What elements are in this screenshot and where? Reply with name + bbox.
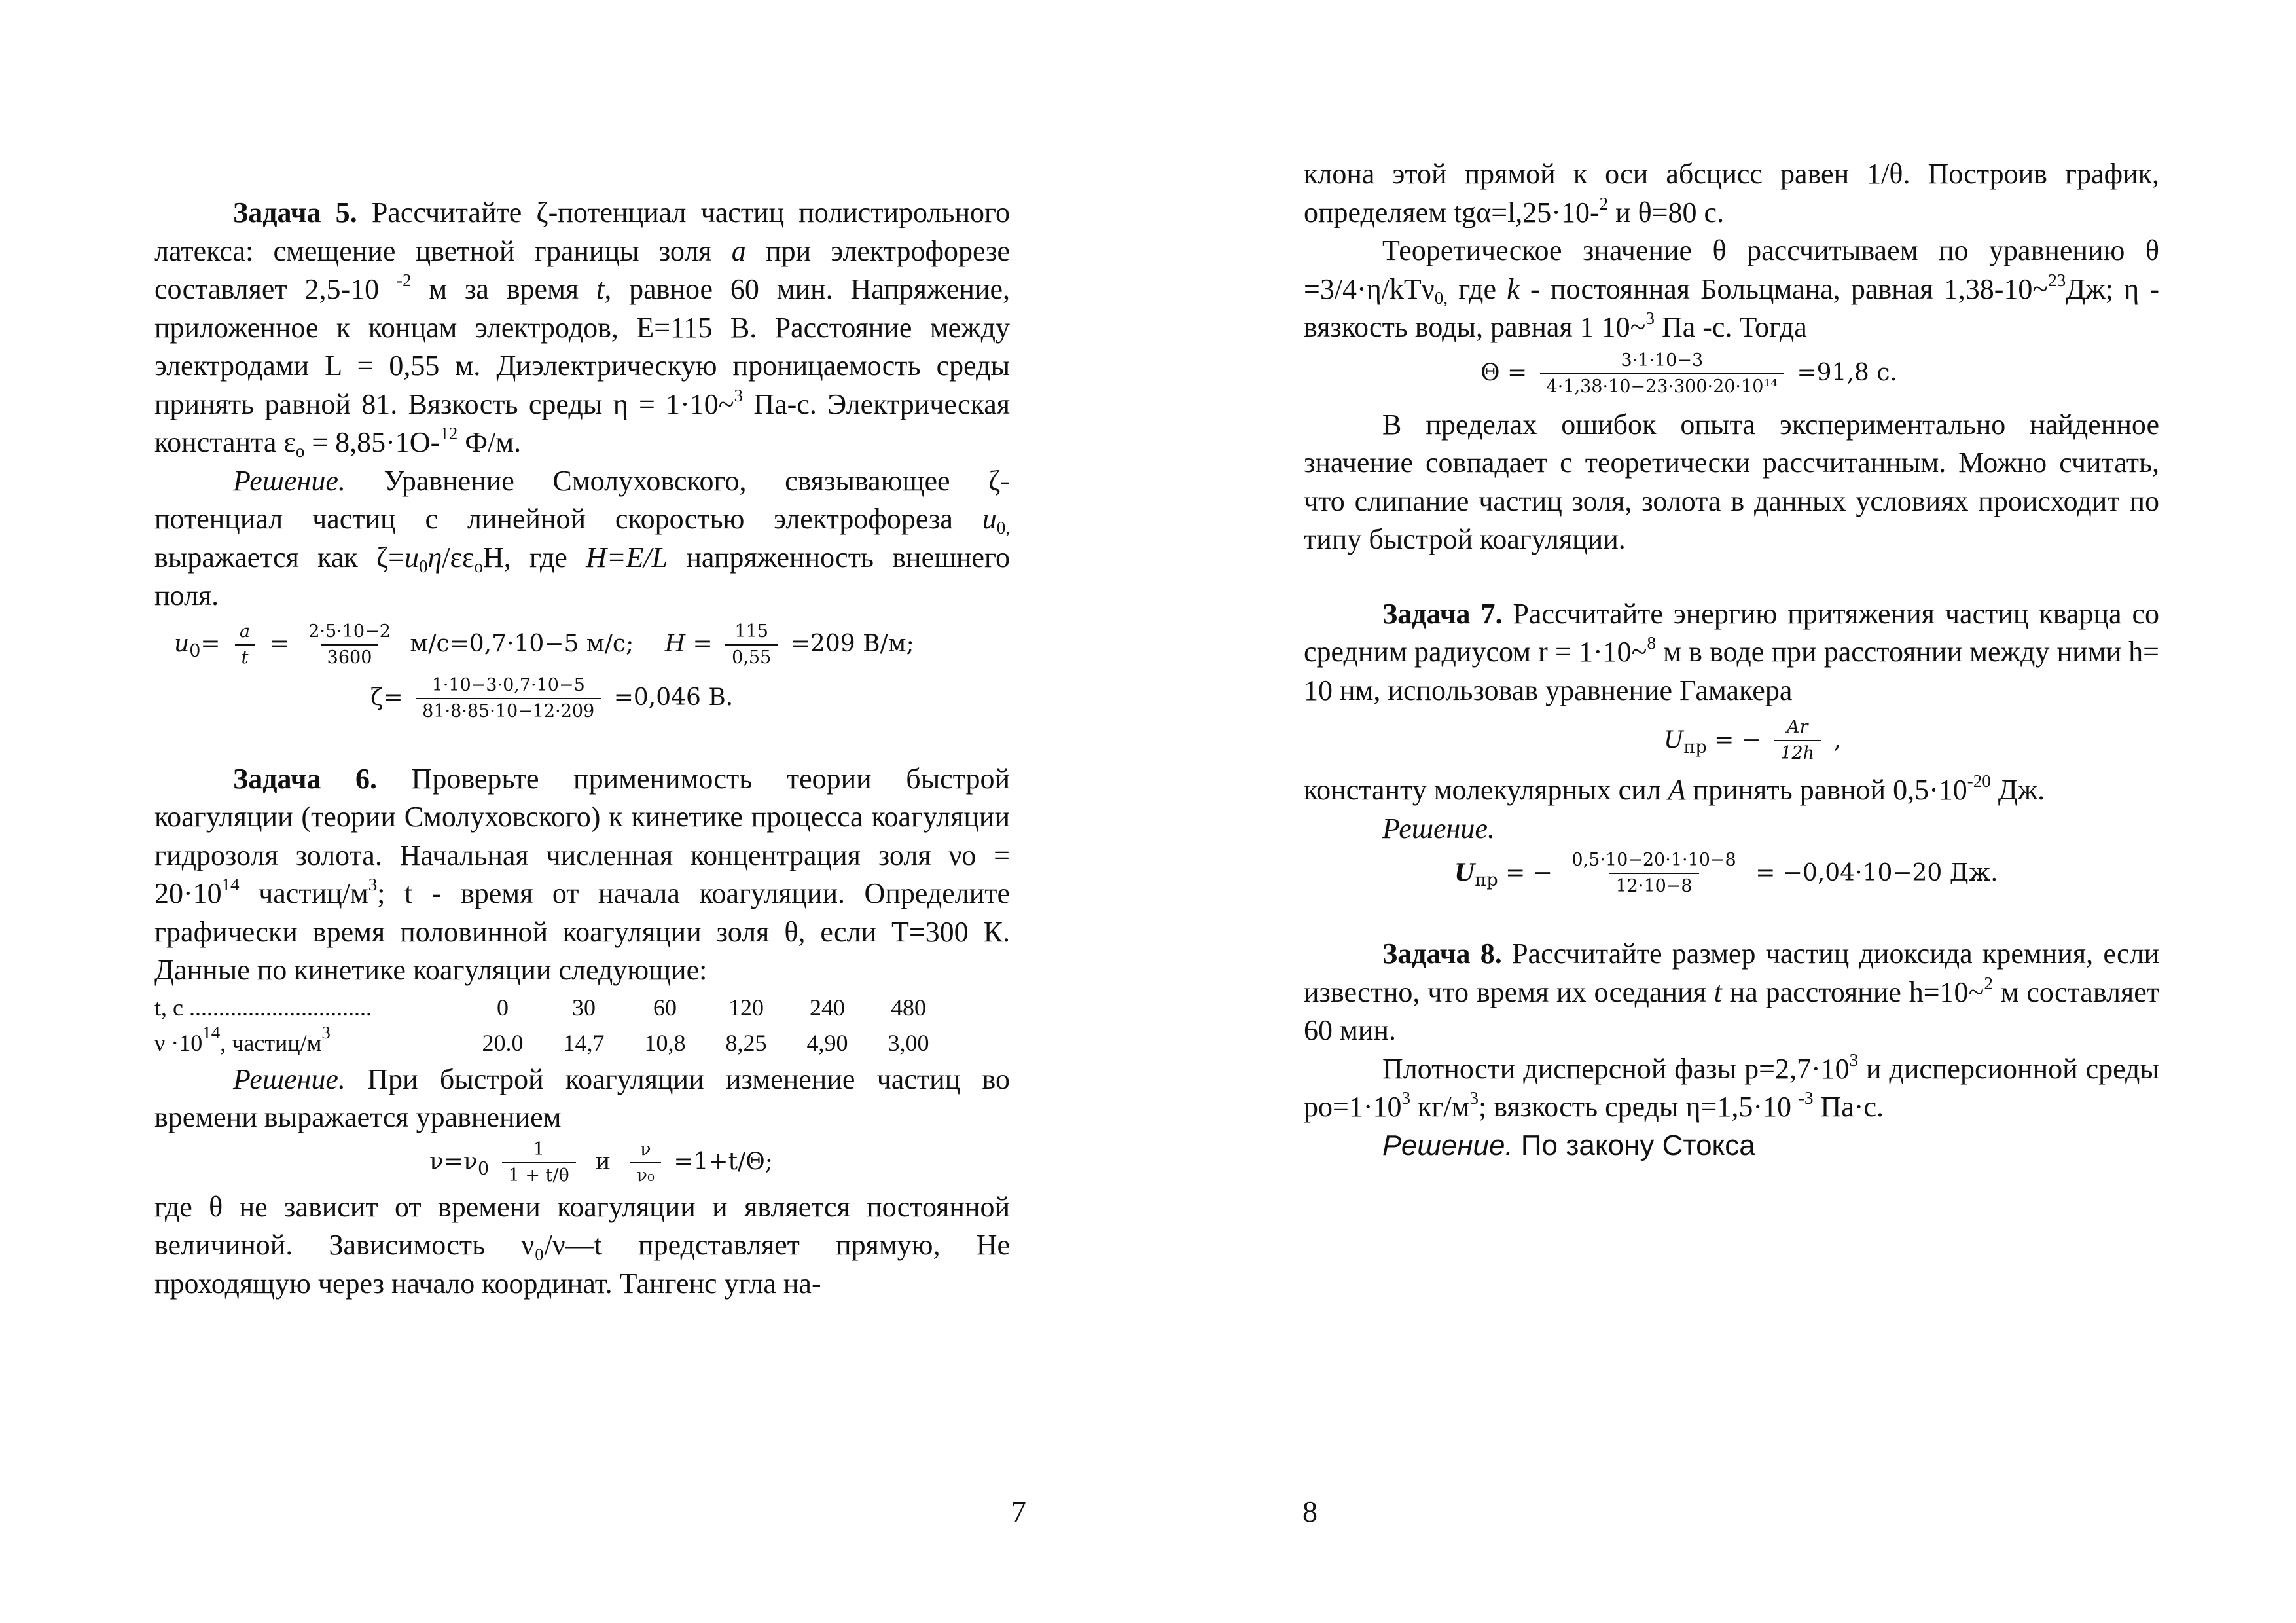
table-row: $\nu \cdot 10^{14}$, частиц/$м^3$ 20.0 14,7 10,8 8,25 4,90 3,00 — [154, 1022, 929, 1056]
task5-title: Задача 5. — [233, 196, 357, 228]
task6-equation: $\nu=\nu_0$ $\frac{1}{1 + t/\theta}$ и $\frac{\nu}{\text{ν₀}}$ =1+t/Θ; — [429, 1137, 1010, 1188]
page-number-right: 8 — [1302, 1495, 1318, 1528]
fraction: $\frac{2\cdot 5\cdot 10-2}{3600}$ — [302, 619, 397, 670]
task5-solution: Решение. Уравнение Смолуховского, связывающее ζ-потенциал частиц с линейной скоростью электрофореза $u_{0,}$ выражается как $\zeta=u_0\eta/\varepsilon\varepsilon_oH$, где H=E/L напряженность внешнего поля. — [154, 464, 1011, 611]
page-number-left: 7 — [1011, 1495, 1026, 1528]
fraction: $\frac{115}{0,55}$ — [725, 619, 778, 670]
task8-statement: Задача 8. Рассчитайте размер частиц диоксида кремния, если известно, что время их оседания t на расстояние h=10~$^2$ м составляет 60 мин. — [1304, 938, 2159, 1046]
kinetics-table — [154, 990, 949, 1061]
task5-equation-zeta: ζ= $\frac{1\cdot 10-3\cdot 0,7\cdot 10-5}{81\cdot 8\cdot 85\cdot 10-12\cdot 209}$ =0,046 В. — [370, 673, 1010, 724]
solution-label: Решение. — [1382, 812, 1495, 845]
theta-equation: Θ = $\frac{3\cdot 1\cdot 10-3}{\text{4·1,38·10−23·300·20·10¹⁴}}$ =91,8 с. — [1480, 348, 2159, 399]
fraction: $\frac{0,5\cdot 10-20\cdot 1\cdot 10-8}{12\cdot 10-8}$ — [1565, 848, 1742, 899]
theoretical-value: Теоретическое значение θ рассчитываем по уравнению θ =3/4·η/kTν$_{0,}$ где k - постоянная Больцмана, равная 1,38-10~$^{23}$Дж; η - вязкость воды, равная 1 10~$^3$ Па -с. Тогда — [1304, 234, 2159, 343]
task8-title: Задача 8. — [1382, 938, 1502, 970]
fraction: $\frac{1}{1 + t/\theta}$ — [502, 1137, 576, 1188]
right-page — [1304, 155, 2159, 1165]
task5-statement: Задача 5. Рассчитайте ζ-потенциал частиц полистирольного латекса: смещение цветной границы золя a при электрофорезе составляет 2,5-10 $^{-2}$ м за время t, равное 60 мин. Напряжение, приложенное к концам электродов, E=115 В. Расстояние между электродами L = 0,55 м. Диэлектрическую проницаемость среды принять равной 81. Вязкость среды η = 1·10~$^3$ Па-с. Электрическая константа $\varepsilon_o = 8,85\cdot 1О-^{12}$ Ф/м. — [154, 196, 1011, 461]
fraction: $\frac{Ar}{12h}$ — [1774, 715, 1821, 766]
task7-statement: Задача 7. Рассчитайте энергию притяжения частиц кварца со средним радиусом r = 1·10~$^8$ м в воде при расстоянии между ними h= 10 нм, использовав уравнение Гамакера — [1304, 597, 2159, 706]
task7-title: Задача 7. — [1382, 597, 1503, 630]
task6-continuation-right: клона этой прямой к оси абсцисс равен 1/θ. Построив график, определяем tgα=l,25·10-$^2$ и θ=80 с. — [1304, 158, 2159, 228]
task8-solution: Решение. По закону Стокса — [1382, 1129, 1755, 1161]
task6-statement: Задача 6. Проверьте применимость теории быстрой коагуляции (теории Смолуховского) к кинетике процесса коагуляции гидрозоля золота. Начальная численная концентрация золя $\nu о = 20\cdot 10^{14}$ частиц/$м^3$; t - время от начала коагуляции. Определите графически время половинной коагуляции золя θ, если Т=300 К. Данные по кинетике коагуляции следующие: — [154, 762, 1010, 986]
task6-title: Задача 6. — [233, 762, 378, 795]
task7-constant: константу молекулярных сил A принять равной $0,5\cdot 10^{-20}$ Дж. — [1304, 771, 2045, 806]
solution-label: Решение. — [233, 464, 346, 497]
task7-solution — [1304, 810, 2159, 848]
table-row: t, с ............................... 0 30 60 120 240 480 — [154, 994, 926, 1021]
hamaker-equation: $U_{пр}$ = − $\frac{Ar}{12h}$ , — [1664, 715, 2159, 766]
fraction: $\frac{3\cdot 1\cdot 10-3}{\text{4·1,38·10−23·300·20·10¹⁴}}$ — [1540, 348, 1784, 399]
task6-solution: Решение. При быстрой коагуляции изменение частиц во времени выражается уравнением — [154, 1063, 1010, 1133]
task7-equation: $U_{пр}$ = − $\frac{0,5\cdot 10-20\cdot 1\cdot 10-8}{12\cdot 10-8}$ = −0,04·10−20 Дж. — [1454, 848, 2159, 899]
fraction: $\frac{\nu}{\text{ν₀}}$ — [630, 1137, 661, 1188]
fraction: $\frac{a}{t}$ — [233, 619, 257, 670]
task6-continuation: где θ не зависит от времени коагуляции и является постоянной величиной. Зависимость ν₀/ν—t представляет прямую, Не проходящую через начало координат. Тангенс угла на- — [154, 1190, 1010, 1300]
task8-densities: Плотности дисперсной фазы $р=2,7\cdot 10^3$ и дисперсионной среды $ро=1\cdot 10^3$ $кг/м^3$; вязкость среды η=1,5·10 $^{-3}$ Па·с. — [1304, 1049, 2159, 1123]
solution-label: Решение. — [1382, 1129, 1513, 1161]
task5-equation-velocity: $u_0=$ $\frac{a}{t}$ = $\frac{2\cdot 5\cdot 10-2}{3600}$ м/с=0,7·10−5 м/с; H = $\frac{115}{0,55}$ =209 В/м; — [174, 619, 1010, 670]
left-page — [154, 194, 1010, 1303]
conclusion: В пределах ошибок опыта экспериментально найденное значение совпадает с теоретически рассчитанным. Можно считать, что слипание частиц золя, золота в данных условиях происходит по типу быстрой коагуляции. — [1304, 408, 2159, 555]
fraction: $\frac{1\cdot 10-3\cdot 0,7\cdot 10-5}{81\cdot 8\cdot 85\cdot 10-12\cdot 209}$ — [416, 673, 601, 724]
solution-label: Решение. — [233, 1063, 346, 1095]
